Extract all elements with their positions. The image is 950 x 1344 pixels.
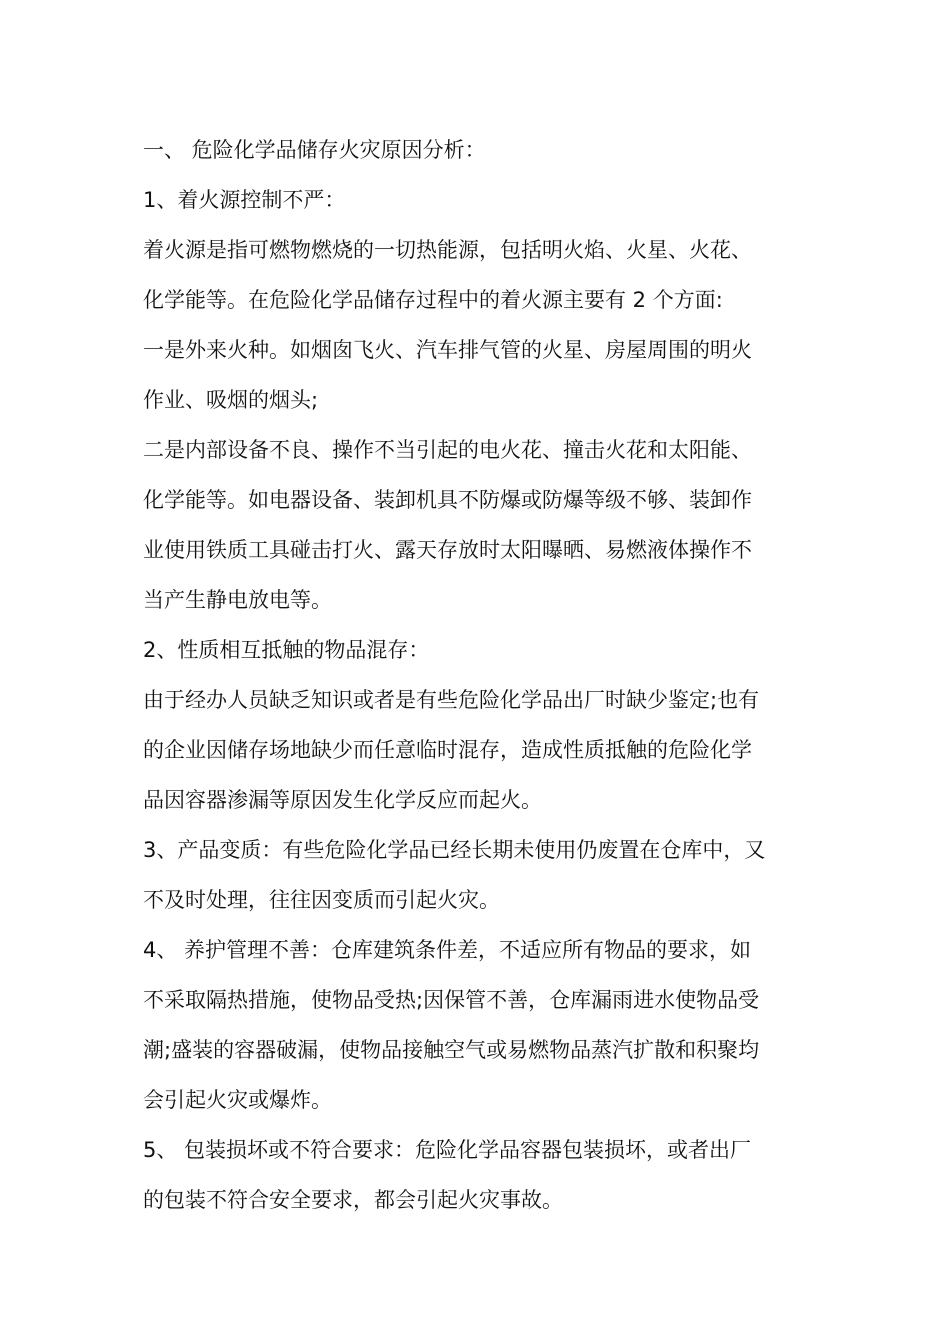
paragraph-line: 品因容器渗漏等原因发生化学反应而起火。 (143, 788, 542, 812)
paragraph-line: 二是内部设备不良、操作不当引起的电火花、撞击火花和太阳能、 (143, 438, 752, 462)
paragraph-line: 化学能等。如电器设备、装卸机具不防爆或防爆等级不够、装卸作 (143, 488, 752, 512)
subheading-packaging-damage: 5、 包装损坏或不符合要求：危险化学品容器包装损坏，或者出厂 (143, 1138, 752, 1162)
paragraph-line: 的企业因储存场地缺少而任意临时混存，造成性质抵触的危险化学 (143, 738, 752, 762)
paragraph-line: 不采取隔热措施，使物品受热;因保管不善，仓库漏雨进水使物品受 (143, 988, 760, 1012)
paragraph-line: 由于经办人员缺乏知识或者是有些危险化学品出厂时缺少鉴定;也有 (143, 688, 760, 712)
paragraph-line: 着火源是指可燃物燃烧的一切热能源，包括明火焰、火星、火花、 (143, 238, 752, 262)
paragraph-line: 会引起火灾或爆炸。 (143, 1088, 332, 1112)
paragraph-line: 作业、吸烟的烟头; (143, 388, 319, 412)
paragraph-line: 不及时处理，往往因变质而引起火灾。 (143, 888, 500, 912)
paragraph-line: 化学能等。在危险化学品储存过程中的着火源主要有 2 个方面: (143, 288, 723, 312)
document-body (143, 125, 809, 1225)
paragraph-line: 当产生静电放电等。 (143, 588, 332, 612)
section-heading: 一、 危险化学品储存火灾原因分析： (143, 138, 486, 162)
paragraph-line: 业使用铁质工具碰击打火、露天存放时太阳曝晒、易燃液体操作不 (143, 538, 752, 562)
paragraph-line: 一是外来火种。如烟囱飞火、汽车排气管的火星、房屋周围的明火 (143, 338, 752, 362)
subheading-product-deterioration: 3、产品变质：有些危险化学品已经长期未使用仍废置在仓库中，又 (143, 838, 766, 862)
paragraph-line: 潮;盛装的容器破漏，使物品接触空气或易燃物品蒸汽扩散和积聚均 (143, 1038, 760, 1062)
subheading-ignition-source: 1、着火源控制不严： (143, 188, 346, 212)
subheading-mixed-storage: 2、性质相互抵触的物品混存： (143, 638, 430, 662)
subheading-poor-maintenance: 4、 养护管理不善：仓库建筑条件差，不适应所有物品的要求，如 (143, 938, 752, 962)
paragraph-line: 的包装不符合安全要求，都会引起火灾事故。 (143, 1188, 563, 1212)
